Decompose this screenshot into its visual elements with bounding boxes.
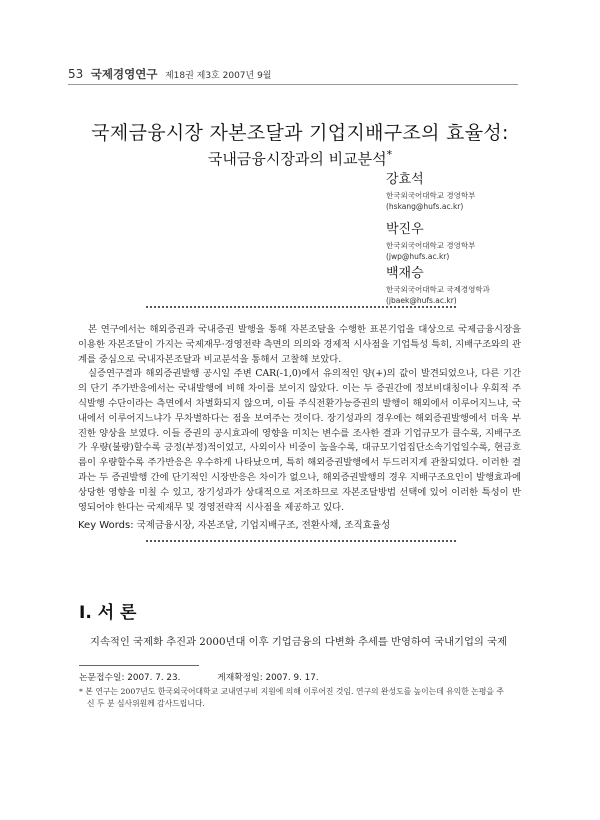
abstract-paragraph: 실증연구결과 해외증권발행 공시일 주변 CAR(-1,0)에서 유의적인 양(+)의 값이 발견되었으나, 다른 기간의 단기 주가반응에서는 국내발행에 비해 차이를 보이지 않았다. 이는 두 증권간에 정보비대칭이나 우회적 주식발행 수단이라는 측면에서 차별화되지 않으며, 이들 주식전환가능증권의 발행이 해외에서 이루어지느냐, 국내에서 이루어지느냐가 무차별하다는 점을 보여주는 것이다. 장기성과의 경우에는 해외증권발행에서 더욱 부진한 양상을 보였다. 이들 증권의 공시효과에 영향을 미치는 변수를 조사한 결과 기업규모가 클수록, 지배구조가 우량(불량)할수록 긍정(부정)적이었고, 사외이사 비중이 높을수록, 대규모기업집단소속기업일수록, 현금흐름이 우량할수록 주가반응은 우수하게 나타났으며, 특히 해외증권발행에서 두드러지게 관찰되었다. 이러한 결과는 두 증권발행 간에 단기적인 시장반응은 차이가 없으나, 해외증권발행의 경우 지배구조요인이 발행효과에 상당한 영향을 미칠 수 있고, 장기성과가 상대적으로 저조하므로 자본조달방법 선택에 있어 이러한 특성이 반영되어야 한다는 국제재무 및 경영전략적 시사점을 제공하고 있다. <box>78 368 521 513</box>
author-email: (jbaek@hufs.ac.kr) <box>386 296 457 305</box>
keywords <box>78 517 390 531</box>
abstract-top-divider <box>146 306 456 308</box>
author-name: 박진우 <box>386 222 424 237</box>
abstract-paragraph: 본 연구에서는 해외증권과 국내증권 발행을 통해 자본조달을 수행한 표본기업을 대상으로 국제금융시장을 이용한 자본조달이 가지는 국제재무·경영전략 측면의 의의와 경제적 시사점을 기업특성 특히, 지배구조와의 관계를 중심으로 국내자본조달과 비교분석을 통해서 고찰해 보았다. <box>78 324 521 365</box>
keywords-terms: 국제금융시장, 자본조달, 기업지배구조, 전환사채, 조직효율성 <box>136 520 391 531</box>
paper-title: 국제금융시장 자본조달과 기업지배구조의 효율성: <box>91 122 509 144</box>
subtitle-text: 국내금융시장과의 비교분석 <box>207 150 387 168</box>
subtitle-footnote-mark: * <box>386 148 393 161</box>
paper-subtitle <box>0 148 600 169</box>
author-name: 백재승 <box>386 266 424 281</box>
keywords-label: Key Words: <box>78 520 134 531</box>
author-affiliation: 한국외국어대학교 경영학부 <box>386 241 476 250</box>
submission-dates <box>79 670 319 683</box>
footnote-divider <box>79 665 199 666</box>
author-name: 강효석 <box>386 172 424 187</box>
footnote <box>79 686 524 710</box>
received-date: 논문접수일: 2007. 7. 23. <box>79 673 181 683</box>
author-block <box>386 168 475 212</box>
accepted-date: 게재확정일: 2007. 9. 17. <box>217 673 319 683</box>
author-block <box>386 218 475 262</box>
abstract-bottom-divider <box>146 540 456 542</box>
author-block <box>386 262 490 306</box>
running-header <box>68 66 272 82</box>
journal-name: 국제경영연구 <box>90 67 158 81</box>
abstract <box>78 323 521 515</box>
footnote-line: 신 두 분 심사위원께 감사드립니다. <box>87 699 205 708</box>
volume-info: 제18권 제3호 2007년 9월 <box>164 71 272 81</box>
footnote-line: * 본 연구는 2007년도 한국외국어대학교 교내연구비 지원에 의해 이루어진 것임. 연구의 완성도를 높이는데 유익한 논평을 주 <box>79 687 504 696</box>
page-number: 53 <box>68 67 84 81</box>
author-affiliation: 한국외국어대학교 경영학부 <box>386 191 476 200</box>
author-email: (hskang@hufs.ac.kr) <box>386 202 464 211</box>
section-heading: Ⅰ. 서 론 <box>79 603 137 623</box>
body-text: 지속적인 국제화 추진과 2000년대 이후 기업금융의 다변화 추세를 반영하여 국내기업의 국제 <box>90 636 508 648</box>
author-email: (jwp@hufs.ac.kr) <box>386 252 450 261</box>
author-affiliation: 한국외국어대학교 국제경영학과 <box>386 285 490 294</box>
header-divider <box>68 84 518 85</box>
